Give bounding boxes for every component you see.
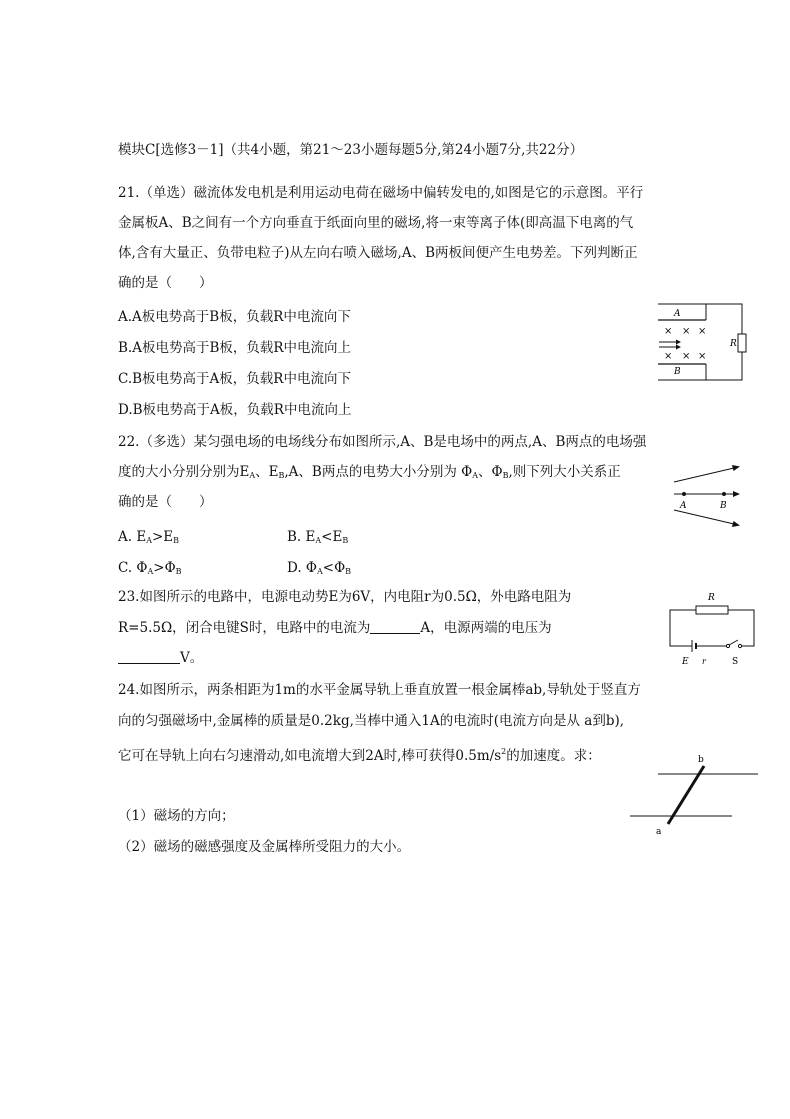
- emf-e-label: E: [682, 657, 689, 667]
- q22-option-c: C. $\Phi_A>\Phi_B$: [118, 560, 182, 576]
- q22-line-3: 确的是（ ）: [118, 494, 213, 510]
- q21-line-2: 金属板A、B之间有一个方向垂直于纸面向里的磁场,将一束等离子体(即高温下电离的气: [118, 215, 634, 231]
- cross-mark: ×: [682, 326, 691, 337]
- q24-line-3: 它可在导轨上向右匀速滑动,如电流增大到2A时,棒可获得$0.5m/s^2$的加速度。求：: [118, 747, 601, 764]
- q21-option-a: A.A板电势高于B板，负载R中电流向下: [118, 309, 351, 325]
- q22-line-2: 度的大小分别分别为$E_A$、$E_B,A$、B两点的电势大小分别为 $\Phi_A$、$\Phi_B$,则下列大小关系正: [118, 464, 621, 480]
- cross-mark: ×: [664, 326, 673, 337]
- q21-option-d: D.B板电势高于A板，负载R中电流向上: [118, 402, 352, 418]
- q23-line-2: R=5.5Ω，闭合电键S时，电路中的电流为 A，电源两端的电压为: [118, 620, 552, 636]
- q22-line-1: 22.（多选）某匀强电场的电场线分布如图所示,A、B是电场中的两点,A、B两点的电场强: [118, 434, 647, 450]
- cross-mark: ×: [698, 351, 707, 362]
- q22-option-a: A. $E_A>E_B$: [118, 529, 180, 545]
- internal-r-label: r: [702, 657, 706, 666]
- cross-mark: ×: [664, 351, 673, 362]
- module-header: 模块C[选修3－1]（共4小题，第21～23小题每题5分,第24小题7分,共22分）: [118, 142, 584, 158]
- rod-end-a-label: a: [656, 827, 662, 837]
- resistor-r-label: R: [730, 339, 737, 349]
- rails-rod-figure: [628, 752, 760, 838]
- rod-end-b-label: b: [698, 755, 704, 765]
- q22-option-b: B. $E_A<E_B$: [287, 529, 349, 545]
- plate-a-label: A: [674, 309, 681, 319]
- q22-option-d: D. $\Phi_A<\Phi_B$: [287, 560, 352, 576]
- q23-line-1: 23.如图所示的电路中，电源电动势E为6V，内电阻r为0.5Ω，外电路电阻为: [118, 589, 572, 605]
- q23-line-3: V。: [118, 648, 203, 668]
- q21-option-c: C.B板电势高于A板，负载R中电流向下: [118, 371, 351, 387]
- q24-line-1: 24.如图所示，两条相距为1m的水平金属导轨上垂直放置一根金属棒ab,导轨处于竖直方: [118, 682, 641, 698]
- resistor-r-label: R: [708, 593, 715, 603]
- switch-s-label: S: [732, 657, 739, 667]
- q24-sub-2: （2）磁场的磁感强度及金属棒所受阻力的大小。: [118, 839, 411, 855]
- plate-b-label: B: [674, 367, 681, 377]
- q24-line-2: 向的匀强磁场中,金属棒的质量是0.2kg,当棒中通入1A的电流时(电流方向是从 a到b),: [118, 713, 625, 729]
- q21-line-4: 确的是（ ）: [118, 275, 213, 291]
- answer-blank-current[interactable]: [370, 619, 420, 634]
- q21-line-3: 体,含有大量正、负带电粒子)从左向右喷入磁场,A、B两板间便产生电势差。下列判断正: [118, 245, 638, 261]
- point-a-label: A: [680, 501, 687, 511]
- q21-line-1: 21.（单选）磁流体发电机是利用运动电荷在磁场中偏转发电的,如图是它的示意图。平行: [118, 185, 644, 201]
- point-b-label: B: [720, 501, 727, 511]
- cross-mark: ×: [682, 351, 691, 362]
- electric-field-figure: [668, 458, 748, 530]
- cross-mark: ×: [698, 326, 707, 337]
- q24-sub-1: （1）磁场的方向；: [118, 808, 235, 824]
- mhd-generator-figure: [650, 298, 755, 388]
- circuit-figure: [664, 588, 760, 670]
- answer-blank-voltage[interactable]: [118, 649, 180, 664]
- q21-option-b: B.A板电势高于B板，负载R中电流向上: [118, 340, 352, 356]
